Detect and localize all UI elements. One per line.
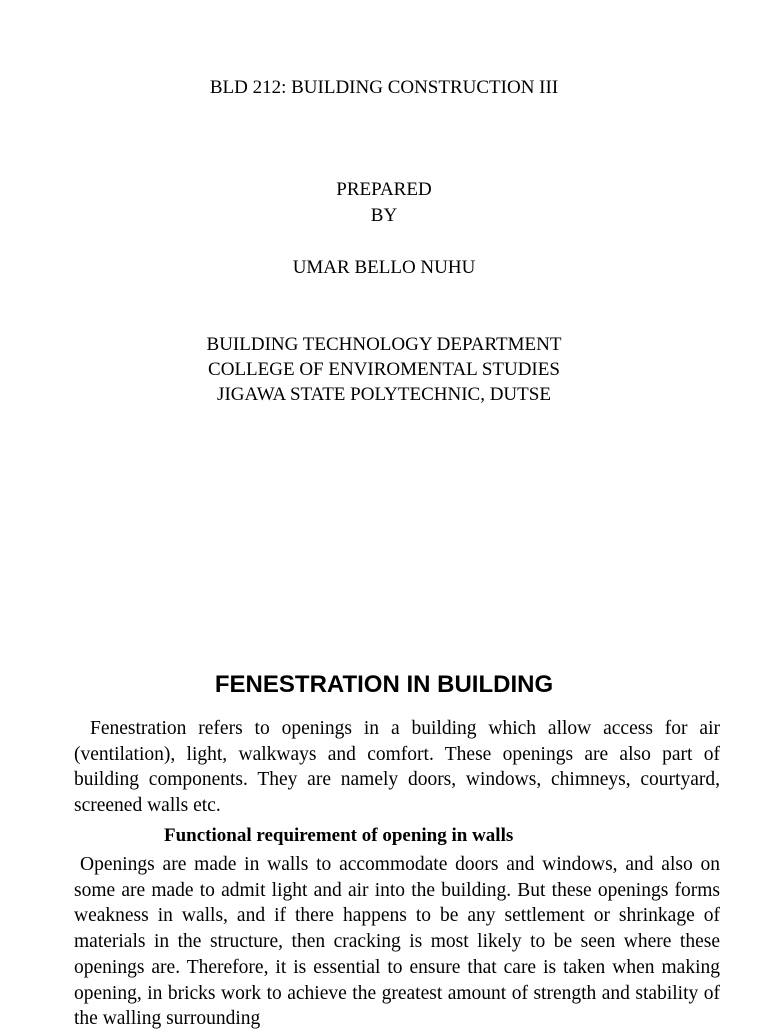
course-title: BLD 212: BUILDING CONSTRUCTION III [209, 77, 559, 98]
college-name: COLLEGE OF ENVIROMENTAL STUDIES [208, 359, 560, 380]
institution-name: JIGAWA STATE POLYTECHNIC, DUTSE [217, 384, 551, 405]
department-name: BUILDING TECHNOLOGY DEPARTMENT [206, 334, 562, 355]
intro-paragraph: Fenestration refers to openings in a building which allow access for air (ventilation), light, walkways and comfort. These openings are also part of building components. They are namely doors, windows, chimneys, courtyard, screened walls etc. [74, 718, 720, 817]
prepared-label: PREPARED [336, 179, 432, 200]
by-label: BY [370, 205, 398, 226]
author-name: UMAR BELLO NUHU [292, 257, 476, 278]
subheading: Functional requirement of opening in walls [164, 825, 514, 846]
body-paragraph: Openings are made in walls to accommodate doors and windows, and also on some are made to admit light and air into the building. But these openings forms weakness in walls, and if there happens to be any settlement or shrinkage of materials in the structure, then cracking is most likely to be seen where these openings are. Therefore, it is essential to ensure that care is taken when making opening, in bricks work to achieve the greatest amount of strength and stability of the walling surrounding [74, 854, 720, 1030]
section-heading: FENESTRATION IN BUILDING [214, 671, 554, 698]
